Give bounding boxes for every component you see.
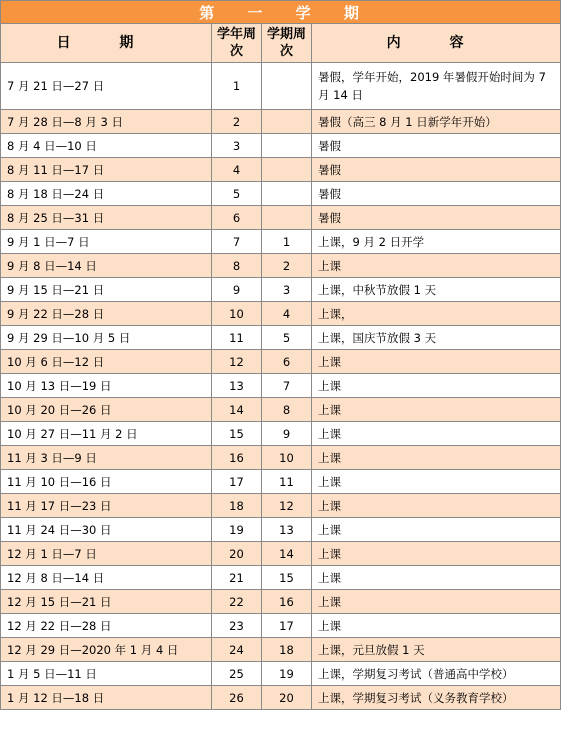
date-cell: 9 月 22 日—28 日: [1, 302, 212, 326]
date-cell: 12 月 1 日—7 日: [1, 542, 212, 566]
date-cell: 7 月 21 日—27 日: [1, 63, 212, 110]
table-row: [1, 470, 561, 494]
header-term-week: 学期周次: [262, 24, 312, 63]
year-week-cell: 13: [212, 374, 262, 398]
content-cell: 上课，9 月 2 日开学: [312, 230, 561, 254]
year-week-cell: 19: [212, 518, 262, 542]
table-row: [1, 350, 561, 374]
table-row: [1, 542, 561, 566]
year-week-cell: 20: [212, 542, 262, 566]
year-week-cell: 24: [212, 638, 262, 662]
table-row: [1, 326, 561, 350]
date-cell: 11 月 3 日—9 日: [1, 446, 212, 470]
header-year-week: 学年周次: [212, 24, 262, 63]
term-week-cell: 5: [262, 326, 312, 350]
year-week-cell: 4: [212, 158, 262, 182]
table-row: [1, 566, 561, 590]
content-cell: 上课，中秋节放假 1 天: [312, 278, 561, 302]
date-cell: 8 月 25 日—31 日: [1, 206, 212, 230]
content-cell: 上课，元旦放假 1 天: [312, 638, 561, 662]
date-cell: 11 月 24 日—30 日: [1, 518, 212, 542]
header-row: [1, 24, 561, 63]
term-week-cell: 10: [262, 446, 312, 470]
content-cell: 暑假（高三 8 月 1 日新学年开始）: [312, 110, 561, 134]
year-week-cell: 26: [212, 686, 262, 710]
year-week-cell: 22: [212, 590, 262, 614]
term-week-cell: 14: [262, 542, 312, 566]
year-week-cell: 8: [212, 254, 262, 278]
date-cell: 12 月 29 日—2020 年 1 月 4 日: [1, 638, 212, 662]
header-content: 内 容: [312, 24, 561, 63]
date-cell: 8 月 11 日—17 日: [1, 158, 212, 182]
date-cell: 1 月 5 日—11 日: [1, 662, 212, 686]
content-cell: 上课: [312, 542, 561, 566]
year-week-cell: 17: [212, 470, 262, 494]
content-cell: 暑假: [312, 206, 561, 230]
header-date: 日 期: [1, 24, 212, 63]
year-week-cell: 10: [212, 302, 262, 326]
year-week-cell: 2: [212, 110, 262, 134]
date-cell: 10 月 13 日—19 日: [1, 374, 212, 398]
date-cell: 11 月 10 日—16 日: [1, 470, 212, 494]
year-week-cell: 7: [212, 230, 262, 254]
table-row: [1, 494, 561, 518]
term-week-cell: 9: [262, 422, 312, 446]
year-week-cell: 14: [212, 398, 262, 422]
year-week-cell: 25: [212, 662, 262, 686]
content-cell: 上课，国庆节放假 3 天: [312, 326, 561, 350]
content-cell: 上课: [312, 350, 561, 374]
date-cell: 10 月 27 日—11 月 2 日: [1, 422, 212, 446]
date-cell: 1 月 12 日—18 日: [1, 686, 212, 710]
content-cell: 暑假，学年开始，2019 年暑假开始时间为 7 月 14 日: [312, 63, 561, 110]
table-row: [1, 614, 561, 638]
year-week-cell: 9: [212, 278, 262, 302]
year-week-cell: 11: [212, 326, 262, 350]
table-row: [1, 206, 561, 230]
term-week-cell: [262, 206, 312, 230]
date-cell: 9 月 15 日—21 日: [1, 278, 212, 302]
table-row: [1, 302, 561, 326]
content-cell: 上课: [312, 614, 561, 638]
content-cell: 上课，学期复习考试（普通高中学校）: [312, 662, 561, 686]
date-cell: 8 月 4 日—10 日: [1, 134, 212, 158]
table-row: [1, 110, 561, 134]
term-week-cell: 1: [262, 230, 312, 254]
content-cell: 上课: [312, 470, 561, 494]
table-row: [1, 254, 561, 278]
table-row: [1, 398, 561, 422]
content-cell: 上课，: [312, 302, 561, 326]
year-week-cell: 16: [212, 446, 262, 470]
table-row: [1, 638, 561, 662]
year-week-cell: 1: [212, 63, 262, 110]
content-cell: 上课: [312, 374, 561, 398]
content-cell: 上课: [312, 566, 561, 590]
term-week-cell: 18: [262, 638, 312, 662]
content-cell: 上课: [312, 422, 561, 446]
table-row: [1, 134, 561, 158]
year-week-cell: 23: [212, 614, 262, 638]
date-cell: 8 月 18 日—24 日: [1, 182, 212, 206]
date-cell: 9 月 29 日—10 月 5 日: [1, 326, 212, 350]
content-cell: 上课: [312, 446, 561, 470]
term-title: 第 一 学 期: [1, 1, 561, 24]
content-cell: 上课: [312, 518, 561, 542]
content-cell: 暑假: [312, 182, 561, 206]
content-cell: 暑假: [312, 158, 561, 182]
term-week-cell: 8: [262, 398, 312, 422]
term-week-cell: 20: [262, 686, 312, 710]
term-week-cell: 15: [262, 566, 312, 590]
year-week-cell: 3: [212, 134, 262, 158]
table-row: [1, 686, 561, 710]
term-week-cell: 16: [262, 590, 312, 614]
term-week-cell: 17: [262, 614, 312, 638]
table-row: [1, 446, 561, 470]
date-cell: 9 月 1 日—7 日: [1, 230, 212, 254]
term-week-cell: [262, 182, 312, 206]
year-week-cell: 15: [212, 422, 262, 446]
year-week-cell: 21: [212, 566, 262, 590]
term-week-cell: 2: [262, 254, 312, 278]
year-week-cell: 12: [212, 350, 262, 374]
date-cell: 10 月 20 日—26 日: [1, 398, 212, 422]
year-week-cell: 6: [212, 206, 262, 230]
term-week-cell: 11: [262, 470, 312, 494]
term-week-cell: 19: [262, 662, 312, 686]
date-cell: 9 月 8 日—14 日: [1, 254, 212, 278]
table-row: [1, 278, 561, 302]
table-row: [1, 374, 561, 398]
table-row: [1, 662, 561, 686]
content-cell: 暑假: [312, 134, 561, 158]
term-week-cell: 4: [262, 302, 312, 326]
date-cell: 12 月 22 日—28 日: [1, 614, 212, 638]
date-cell: 12 月 8 日—14 日: [1, 566, 212, 590]
table-row: [1, 590, 561, 614]
table-row: [1, 158, 561, 182]
date-cell: 7 月 28 日—8 月 3 日: [1, 110, 212, 134]
term-week-cell: [262, 158, 312, 182]
date-cell: 12 月 15 日—21 日: [1, 590, 212, 614]
content-cell: 上课: [312, 398, 561, 422]
term-week-cell: 6: [262, 350, 312, 374]
term-week-cell: [262, 63, 312, 110]
date-cell: 10 月 6 日—12 日: [1, 350, 212, 374]
table-row: [1, 182, 561, 206]
table-row: [1, 518, 561, 542]
year-week-cell: 5: [212, 182, 262, 206]
content-cell: 上课，学期复习考试（义务教育学校）: [312, 686, 561, 710]
table-row: [1, 63, 561, 110]
table-row: [1, 422, 561, 446]
content-cell: 上课: [312, 494, 561, 518]
term-week-cell: 7: [262, 374, 312, 398]
table-row: [1, 230, 561, 254]
term-week-cell: 13: [262, 518, 312, 542]
date-cell: 11 月 17 日—23 日: [1, 494, 212, 518]
term-week-cell: 12: [262, 494, 312, 518]
content-cell: 上课: [312, 254, 561, 278]
title-row: [1, 1, 561, 24]
term-week-cell: [262, 110, 312, 134]
table-body: [1, 63, 561, 710]
term-week-cell: [262, 134, 312, 158]
year-week-cell: 18: [212, 494, 262, 518]
term-week-cell: 3: [262, 278, 312, 302]
content-cell: 上课: [312, 590, 561, 614]
